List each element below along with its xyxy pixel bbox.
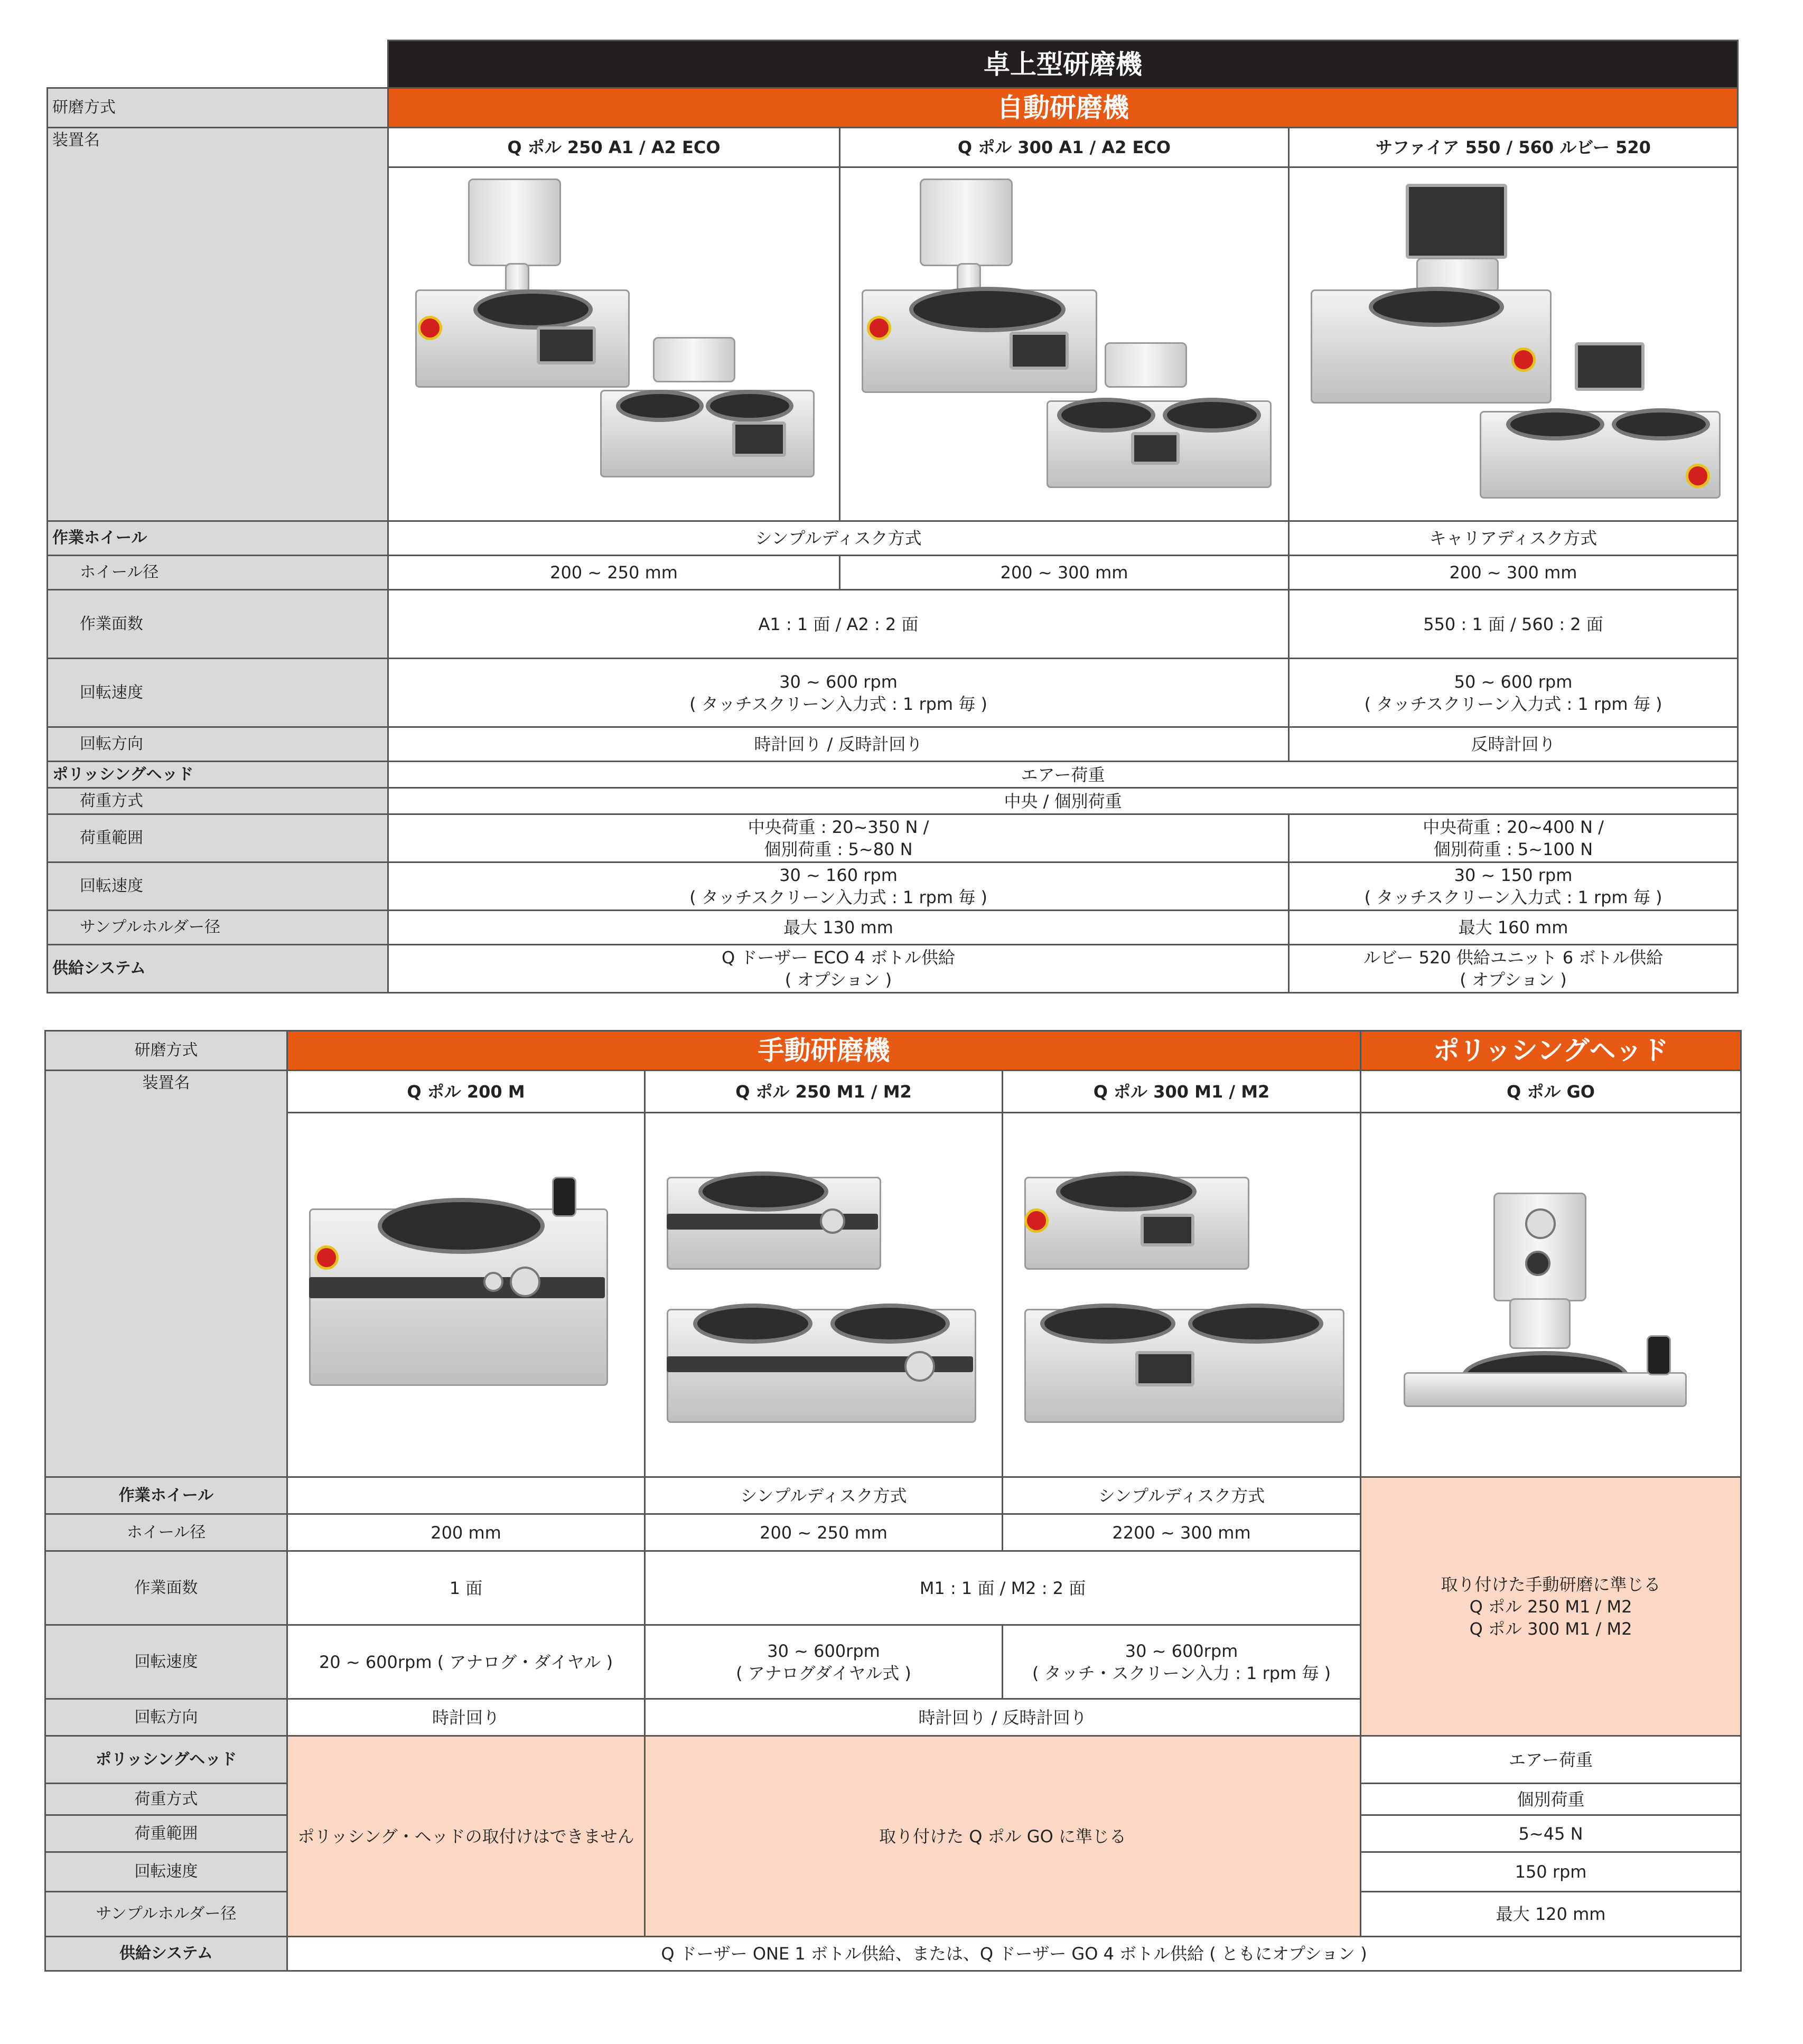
wheel-carrier: キャリアディスク方式	[1289, 521, 1738, 556]
direction-value: 時計回り	[287, 1699, 645, 1736]
speed-value: 50 ~ 600 rpm ( タッチスクリーン入力式 : 1 rpm 毎 )	[1289, 659, 1738, 727]
supply-value: ルビー 520 供給ユニット 6 ボトル供給 ( オプション )	[1289, 945, 1738, 993]
product-image-qpol250a	[388, 167, 840, 521]
row-label-supply: 供給システム	[48, 945, 388, 993]
row-label-diameter: ホイール径	[48, 556, 388, 590]
row-label-head-speed: 回転速度	[48, 862, 388, 911]
row-label-direction: 回転方向	[45, 1699, 287, 1736]
method-auto: 自動研磨機	[388, 88, 1738, 128]
diameter-value: 2200 ~ 300 mm	[1003, 1514, 1361, 1551]
direction-value: 時計回り / 反時計回り	[645, 1699, 1361, 1736]
row-label-supply: 供給システム	[45, 1937, 287, 1971]
row-label-holder: サンプルホルダー径	[48, 911, 388, 945]
model-name: サファイア 550 / 560 ルビー 520	[1289, 128, 1738, 167]
product-image-qpol300m	[1003, 1113, 1361, 1477]
diameter-value: 200 ~ 250 mm	[645, 1514, 1003, 1551]
go-reference-note: 取り付けた手動研磨に準じる Q ポル 250 M1 / M2 Q ポル 300 M1 / M2	[1361, 1477, 1741, 1736]
row-label-holder: サンプルホルダー径	[45, 1892, 287, 1937]
head-speed-value: 30 ~ 160 rpm ( タッチスクリーン入力式 : 1 rpm 毎 )	[388, 862, 1289, 911]
supply-value: Q ドーザー ECO 4 ボトル供給 ( オプション )	[388, 945, 1289, 993]
load-method-value: 個別荷重	[1361, 1784, 1741, 1815]
row-label-name: 装置名	[45, 1071, 287, 1477]
row-label-name: 装置名	[48, 128, 388, 521]
speed-value: 30 ~ 600rpm ( アナログダイヤル式 )	[645, 1625, 1003, 1699]
wheel-value	[287, 1477, 645, 1514]
product-image-qpol300a	[840, 167, 1289, 521]
row-label-load-range: 荷重範囲	[48, 814, 388, 862]
diameter-value: 200 ~ 250 mm	[388, 556, 840, 590]
row-label-method: 研磨方式	[48, 88, 388, 128]
load-range-value: 5~45 N	[1361, 1815, 1741, 1852]
diameter-value: 200 mm	[287, 1514, 645, 1551]
supply-value: Q ドーザー ONE 1 ボトル供給、または、Q ドーザー GO 4 ボトル供給 ( ともにオプション )	[287, 1937, 1741, 1971]
wheel-value: シンプルディスク方式	[645, 1477, 1003, 1514]
faces-value: 1 面	[287, 1551, 645, 1625]
wheel-value: シンプルディスク方式	[1003, 1477, 1361, 1514]
top-spec-table	[46, 40, 1739, 993]
holder-value: 最大 120 mm	[1361, 1892, 1741, 1937]
row-label-speed: 回転速度	[45, 1625, 287, 1699]
holder-value: 最大 160 mm	[1289, 911, 1738, 945]
head-not-available: ポリッシング・ヘッドの取付けはできません	[287, 1736, 645, 1937]
model-name: Q ポル 300 A1 / A2 ECO	[840, 128, 1289, 167]
head-go-reference: 取り付けた Q ポル GO に準じる	[645, 1736, 1361, 1937]
model-name: Q ポル 250 A1 / A2 ECO	[388, 128, 840, 167]
direction-value: 時計回り / 反時計回り	[388, 727, 1289, 762]
head-speed-value: 150 rpm	[1361, 1852, 1741, 1892]
row-label-load-method: 荷重方式	[48, 788, 388, 814]
wheel-simple: シンプルディスク方式	[388, 521, 1289, 556]
head-value: エアー荷重	[1361, 1736, 1741, 1784]
row-label-load-range: 荷重範囲	[45, 1815, 287, 1852]
section-title: 卓上型研磨機	[388, 41, 1738, 88]
model-name: Q ポル 250 M1 / M2	[645, 1071, 1003, 1113]
speed-value: 30 ~ 600 rpm ( タッチスクリーン入力式 : 1 rpm 毎 )	[388, 659, 1289, 727]
method-head: ポリッシングヘッド	[1361, 1031, 1741, 1071]
row-label-head: ポリッシングヘッド	[45, 1736, 287, 1784]
row-label-head: ポリッシングヘッド	[48, 762, 388, 788]
product-image-qpol200m	[287, 1113, 645, 1477]
product-image-qpolgo	[1361, 1113, 1741, 1477]
model-name: Q ポル 300 M1 / M2	[1003, 1071, 1361, 1113]
head-value: エアー荷重	[388, 762, 1738, 788]
speed-value: 30 ~ 600rpm ( タッチ・スクリーン入力 : 1 rpm 毎 )	[1003, 1625, 1361, 1699]
row-label-diameter: ホイール径	[45, 1514, 287, 1551]
product-image-qpol250m	[645, 1113, 1003, 1477]
row-label-direction: 回転方向	[48, 727, 388, 762]
holder-value: 最大 130 mm	[388, 911, 1289, 945]
head-speed-value: 30 ~ 150 rpm ( タッチスクリーン入力式 : 1 rpm 毎 )	[1289, 862, 1738, 911]
diameter-value: 200 ~ 300 mm	[840, 556, 1289, 590]
load-range-value: 中央荷重 : 20~350 N / 個別荷重 : 5~80 N	[388, 814, 1289, 862]
row-label-wheel: 作業ホイール	[48, 521, 388, 556]
faces-value: A1 : 1 面 / A2 : 2 面	[388, 590, 1289, 659]
faces-value: 550 : 1 面 / 560 : 2 面	[1289, 590, 1738, 659]
row-label-wheel: 作業ホイール	[45, 1477, 287, 1514]
row-label-head-speed: 回転速度	[45, 1852, 287, 1892]
row-label-load-method: 荷重方式	[45, 1784, 287, 1815]
bottom-spec-table	[44, 1030, 1742, 1972]
row-label-speed: 回転速度	[48, 659, 388, 727]
model-name: Q ポル 200 M	[287, 1071, 645, 1113]
diameter-value: 200 ~ 300 mm	[1289, 556, 1738, 590]
load-method-value: 中央 / 個別荷重	[388, 788, 1738, 814]
speed-value: 20 ~ 600rpm ( アナログ・ダイヤル )	[287, 1625, 645, 1699]
row-label-method: 研磨方式	[45, 1031, 287, 1071]
method-manual: 手動研磨機	[287, 1031, 1361, 1071]
direction-value: 反時計回り	[1289, 727, 1738, 762]
row-label-faces: 作業面数	[45, 1551, 287, 1625]
product-image-saphir	[1289, 167, 1738, 521]
model-name: Q ポル GO	[1361, 1071, 1741, 1113]
row-label-faces: 作業面数	[48, 590, 388, 659]
faces-value: M1 : 1 面 / M2 : 2 面	[645, 1551, 1361, 1625]
load-range-value: 中央荷重 : 20~400 N / 個別荷重 : 5~100 N	[1289, 814, 1738, 862]
